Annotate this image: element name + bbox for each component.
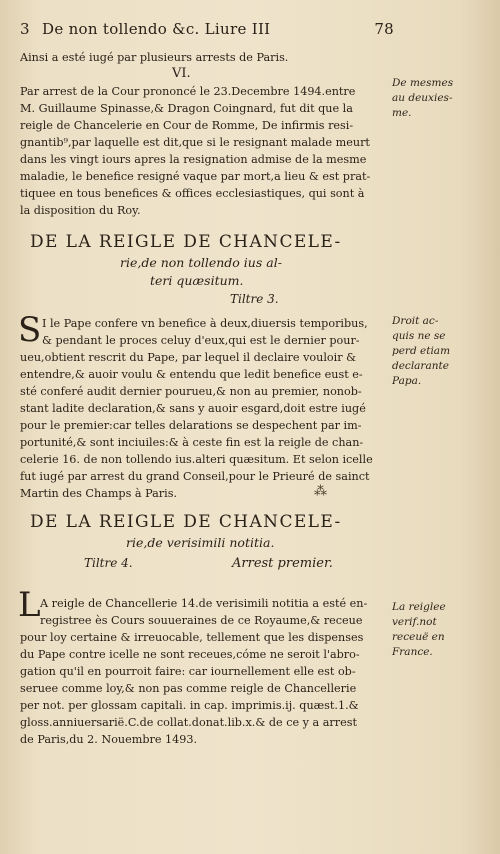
text-line: pour le premier:car telles delarations se despechent par im- [20,419,362,432]
section-heading-3-line-2: rie,de non tollendo ius al- [120,255,282,270]
margin-note-2: Droit ac- quis ne se perd etiam declarante Papa. [392,315,451,387]
text-line: I le Pape confere vn benefice à deux,diuersis temporibus, [42,317,368,330]
text-line: gation qu'il en pourroit faire: car iournellement elle est ob- [20,665,356,678]
text-line: gloss.anniuersarië.C.de collat.donat.lib.x.& de ce y a arrest [20,716,357,729]
text-line: per not. per glossam capitali. in cap. imprimis.ij. quæst.1.& [20,699,359,712]
text-line: entendre,& auoir voulu & entendu que ledit benefice eust e- [20,368,363,381]
text-line: du Pape contre icelle ne sont receues,cóme ne seroit l'abro- [20,648,360,661]
tiltre-3: Tiltre 3. [230,292,279,306]
section-heading-3-line-3: teri quæsitum. [150,273,244,288]
book-number: III [251,20,271,38]
drop-capital-l: L [18,585,41,625]
text-line: celerie 16. de non tollendo ius.alteri quæsitum. Et selon icelle [20,453,373,466]
text-line: stant ladite declaration,& sans y auoir esgard,doit estre iugé [20,402,366,415]
text-line: pour loy certaine & irreuocable, tellement que les dispenses [20,631,364,644]
text-line: sté conferé audit dernier pourueu,& non au premier, nonob- [20,385,362,398]
folio-number: 78 [374,20,394,38]
margin-note-1: De mesmes au deuxies- me. [392,77,454,119]
ornament-icon: ⁂ [314,484,327,499]
text-line: seruee comme loy,& non pas comme reigle de Chancellerie [20,682,357,695]
running-title: De non tollendo &c. Liure III [42,20,271,38]
text-line: registree ès Cours souueraines de ce Royaume,& receue [40,614,363,627]
section-heading-3: DE LA REIGLE DE CHANCELE- [30,232,342,252]
tiltre-4: Tiltre 4. [84,556,133,570]
text-line: A reigle de Chancellerie 14.de verisimili notitia a esté en- [40,597,368,610]
text-line: M. Guillaume Spinasse,& Dragon Coingnard, fut dit que la [20,102,353,115]
section-number-vi: VI. [172,66,191,81]
text-line: Par arrest de la Cour prononcé le 23.Decembre 1494.entre [20,85,356,98]
text-line: dans les vingt iours apres la resignation admise de la mesme [20,153,367,166]
section-heading-4: DE LA REIGLE DE CHANCELE- [30,512,342,532]
opening-line: Ainsi a esté iugé par plusieurs arrests de Paris. [20,51,289,64]
text-line: fut iugé par arrest du grand Conseil,pour le Prieuré de sainct [20,470,370,483]
arrest-premier: Arrest premier. [232,556,333,571]
text-line: tiquee en tous benefices & offices ecclesiastiques, qui sont à [20,187,365,200]
text-line: gnantib⁹,par laquelle est dit,que si le resignant malade meurt [20,136,370,149]
text-line: maladie, le benefice resigné vaque par mort,a lieu & est prat- [20,170,371,183]
page-number-left: 3 [20,20,30,38]
text-line: portunité,& sont inciuiles:& à ceste fin est la reigle de chan- [20,436,364,449]
text-line: ueu,obtient rescrit du Pape, par lequel il declaire vouloir & [20,351,357,364]
drop-capital-s: S [18,310,42,350]
text-line: de Paris,du 2. Nouembre 1493. [20,733,198,746]
text-line: reigle de Chancelerie en Cour de Romme, De infirmis resi- [20,119,354,132]
text-line: & pendant le proces celuy d'eux,qui est le dernier pour- [42,334,360,347]
text-line: Martin des Champs à Paris. [20,487,178,500]
text-line: la disposition du Roy. [20,204,141,217]
margin-note-3: La reiglee verif.not receuë en France. [392,601,446,658]
section-heading-4-line-2: rie,de verisimili notitia. [126,535,275,550]
